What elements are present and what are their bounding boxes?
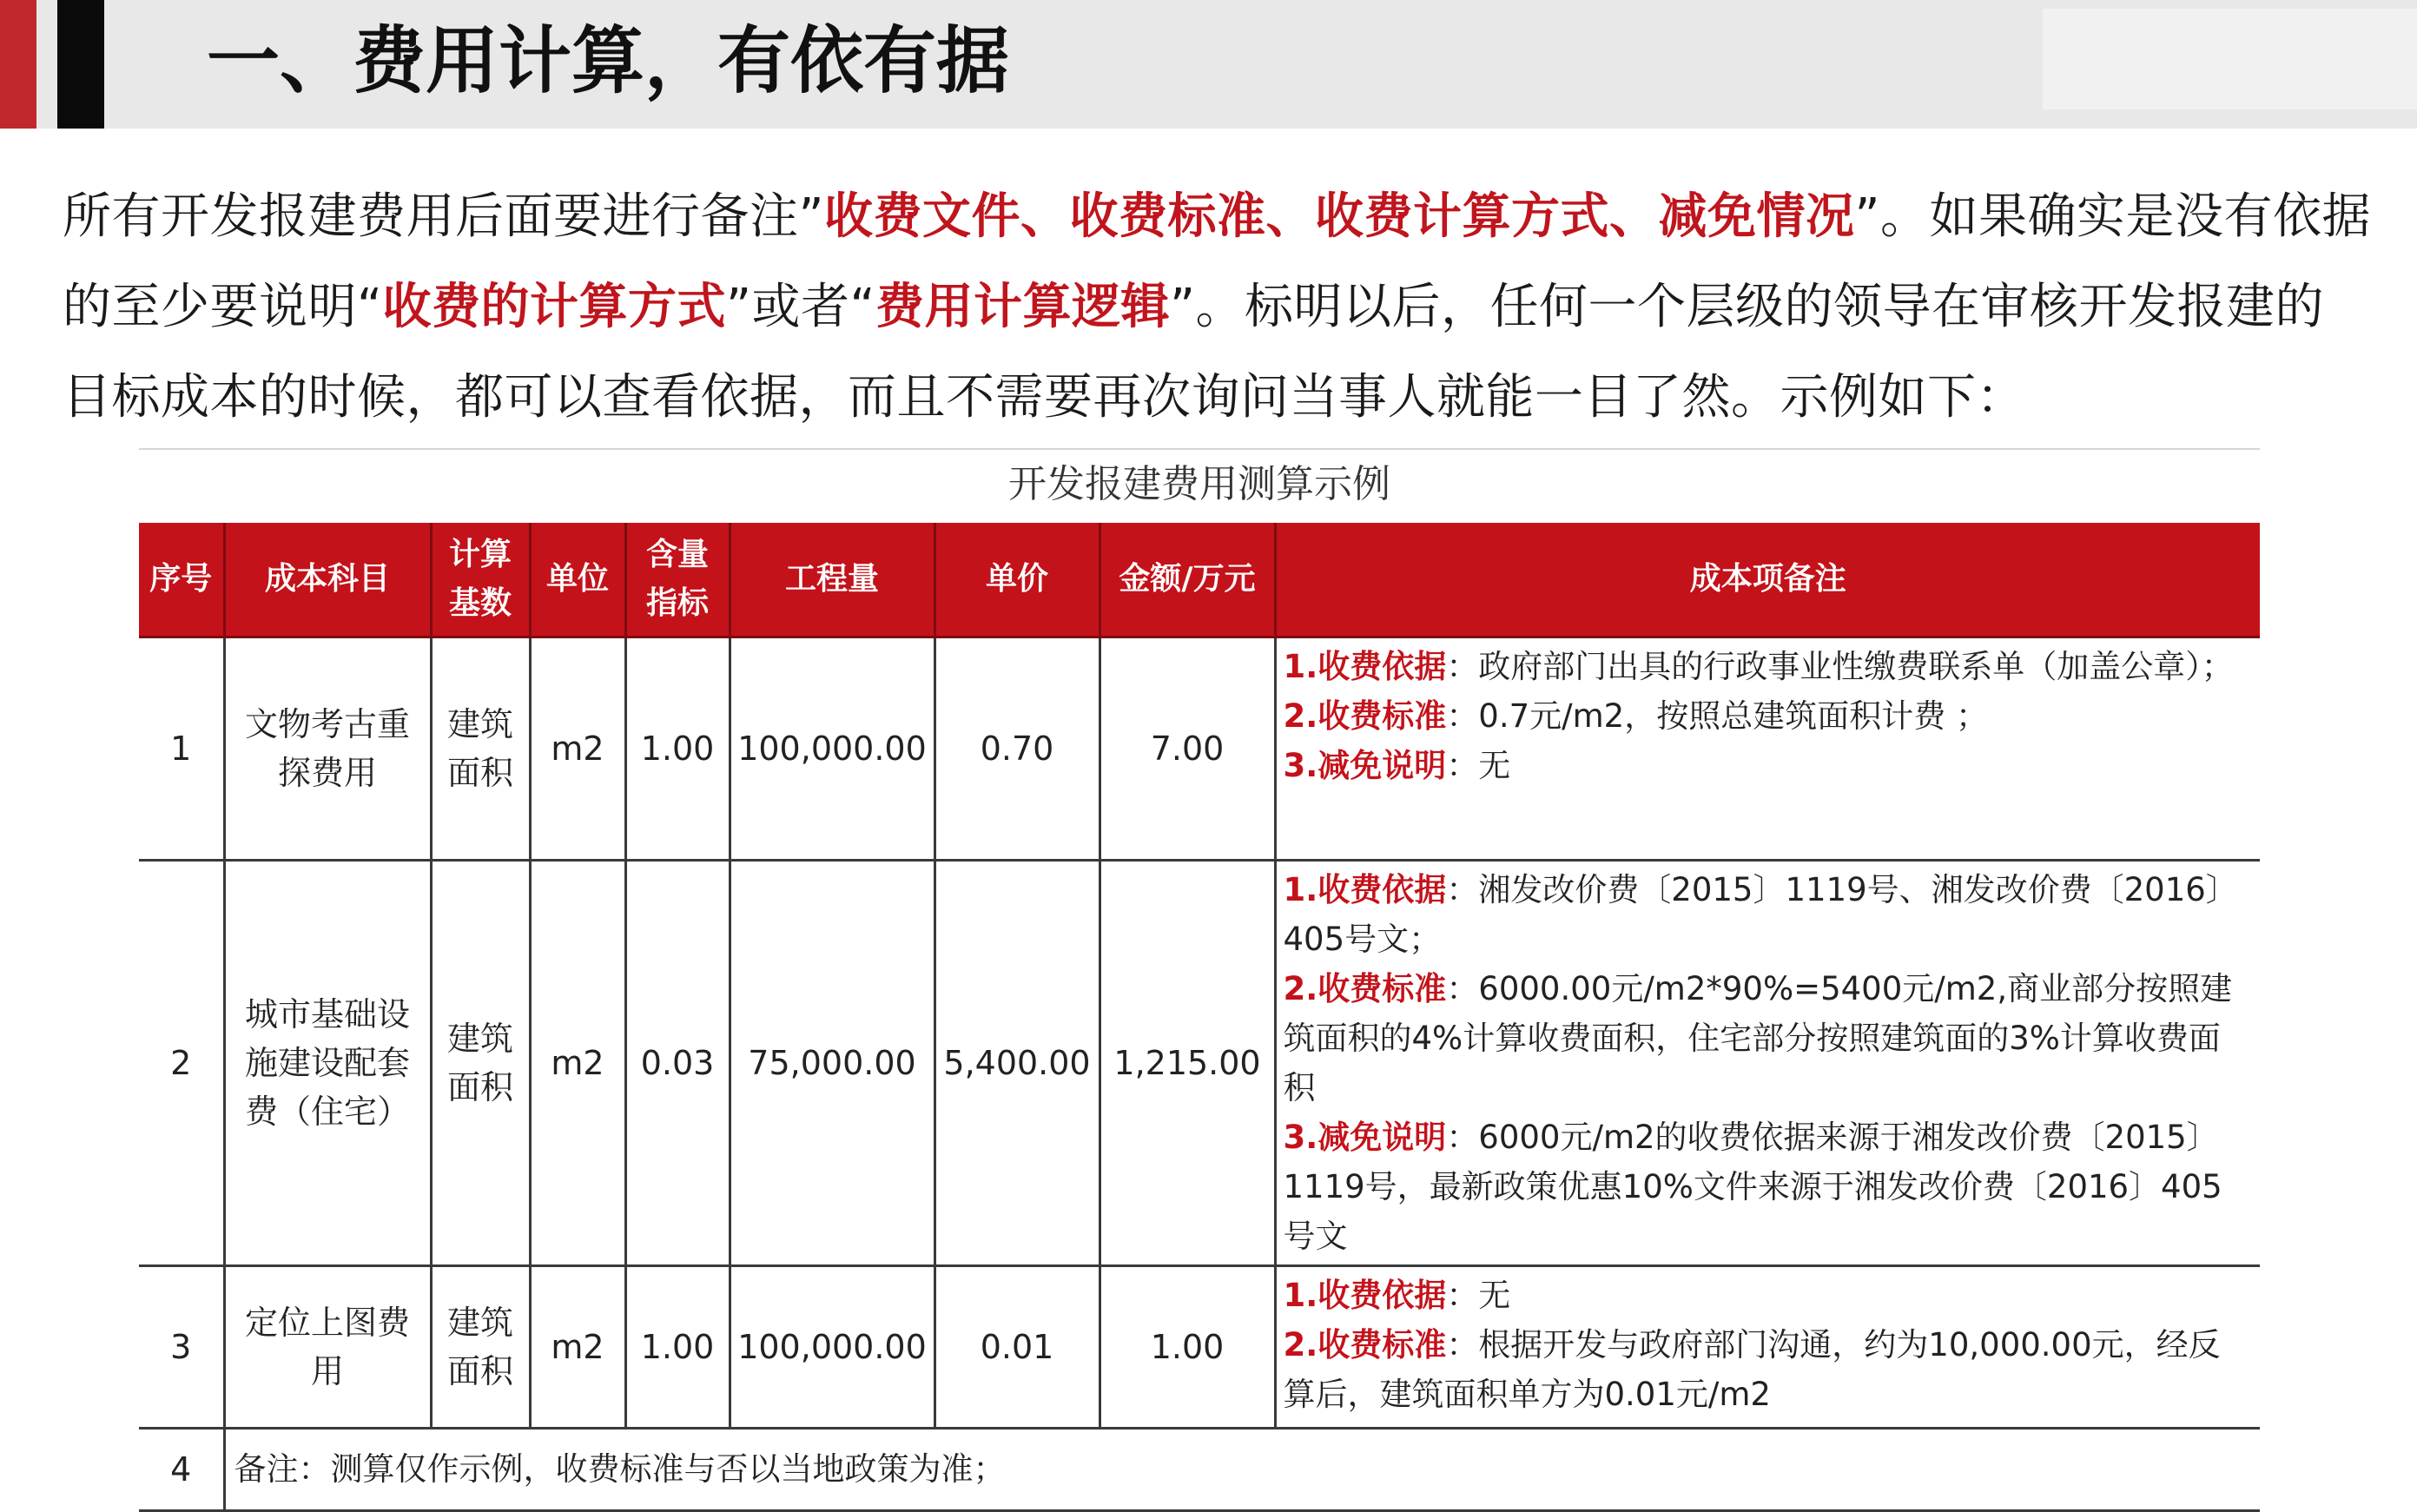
- remark-cell: 备注：测算仅作示例，收费标准与否以当地政策为准；: [224, 1429, 2260, 1511]
- cell-index: 0.03: [625, 861, 730, 1266]
- table-row: [139, 861, 2260, 1266]
- header-cell-unit: 单位: [530, 523, 625, 637]
- cell-base: 建筑面积: [431, 861, 530, 1266]
- note-label: 2.收费标准: [1283, 970, 1447, 1007]
- cell-amount: 7.00: [1100, 637, 1275, 861]
- intro-segment: ”。如果确实是没有依据的至少要说明“: [63, 188, 2372, 335]
- cell-quantity: 75,000.00: [730, 861, 934, 1266]
- cell-notes: [1275, 637, 2260, 861]
- cell-item: 文物考古重探费用: [224, 637, 431, 861]
- cell-amount: 1,215.00: [1100, 861, 1275, 1266]
- cell-unit: m2: [530, 861, 625, 1266]
- header-decor-box: [2043, 9, 2417, 109]
- cost-table: [139, 523, 2260, 1512]
- note-label: 2.收费标准: [1283, 697, 1447, 735]
- cell-item: 城市基础设施建设配套费（住宅）: [224, 861, 431, 1266]
- cell-notes: [1275, 861, 2260, 1266]
- note-line: [1284, 642, 2252, 691]
- note-label: 3.减免说明: [1283, 747, 1447, 784]
- note-text: ：6000.00元/m2*90%=5400元/m2,商业部分按照建筑面积的4%计算收费面积，住宅部分按照建筑面的3%计算收费面积: [1283, 970, 2233, 1106]
- note-text: ：政府部门出具的行政事业性缴费联系单（加盖公章）；: [1446, 648, 2234, 685]
- header-cell-quantity: 工程量: [730, 523, 934, 637]
- header-accent-black-bar: [57, 0, 104, 129]
- note-line: [1284, 741, 2252, 790]
- table-header-row: [139, 523, 2260, 637]
- cell-price: 0.70: [934, 637, 1100, 861]
- note-line: [1284, 1113, 2252, 1261]
- cell-price: 0.01: [934, 1266, 1100, 1429]
- table-remark-row: [139, 1429, 2260, 1511]
- cell-no: 2: [139, 861, 224, 1266]
- note-label: 1.收费依据: [1283, 871, 1447, 908]
- header-cell-index: 含量指标: [625, 523, 730, 637]
- page-title: 一、费用计算，有依有据: [207, 18, 1010, 103]
- header-cell-no: 序号: [139, 523, 224, 637]
- note-text: ：0.7元/m2，按照总建筑面积计费 ；: [1446, 697, 1988, 735]
- intro-segment: 所有开发报建费用后面要进行备注”: [63, 188, 825, 245]
- cell-index: 1.00: [625, 1266, 730, 1429]
- intro-highlight: 收费文件、收费标准、收费计算方式、减免情况: [824, 188, 1855, 245]
- cell-notes: [1275, 1266, 2260, 1429]
- cell-price: 5,400.00: [934, 861, 1100, 1266]
- cell-amount: 1.00: [1100, 1266, 1275, 1429]
- cell-base: 建筑面积: [431, 1266, 530, 1429]
- header-cell-amount: 金额/万元: [1100, 523, 1275, 637]
- intro-segment: ”或者“: [726, 279, 876, 335]
- note-text: ：无: [1446, 747, 1511, 784]
- table-row: [139, 637, 2260, 861]
- note-text: ：根据开发与政府部门沟通，约为10,000.00元，经反算后，建筑面积单方为0.01元/m2: [1283, 1326, 2221, 1413]
- note-text: ：6000元/m2的收费依据来源于湘发改价费〔2015〕1119号，最新政策优惠10%文件来源于湘发改价费〔2016〕405号文: [1283, 1119, 2222, 1255]
- intro-highlight: 收费的计算方式: [382, 279, 727, 335]
- intro-highlight: 费用计算逻辑: [875, 279, 1171, 335]
- table-caption: 开发报建费用测算示例: [139, 448, 2260, 519]
- intro-paragraph: [63, 172, 2373, 443]
- header-cell-notes: 成本项备注: [1275, 523, 2260, 637]
- note-line: [1284, 964, 2252, 1113]
- table-row: [139, 1266, 2260, 1429]
- note-label: 1.收费依据: [1283, 648, 1447, 685]
- note-label: 1.收费依据: [1283, 1277, 1447, 1314]
- header-cell-item: 成本科目: [224, 523, 431, 637]
- note-line: [1284, 1271, 2252, 1320]
- header-cell-price: 单价: [934, 523, 1100, 637]
- note-label: 2.收费标准: [1283, 1326, 1447, 1363]
- cell-quantity: 100,000.00: [730, 1266, 934, 1429]
- cell-no: 4: [139, 1429, 224, 1511]
- intro-segment: ”。标明以后，任何一个层级的领导在审核开发报建的目标成本的时候，都可以查看依据，而且不需要再次询问当事人就能一目了然。示例如下：: [63, 279, 2325, 426]
- header-accent-red-bar: [0, 0, 36, 129]
- cell-base: 建筑面积: [431, 637, 530, 861]
- cell-no: 3: [139, 1266, 224, 1429]
- cell-quantity: 100,000.00: [730, 637, 934, 861]
- cell-unit: m2: [530, 637, 625, 861]
- note-label: 3.减免说明: [1283, 1119, 1447, 1156]
- cell-item: 定位上图费用: [224, 1266, 431, 1429]
- cell-index: 1.00: [625, 637, 730, 861]
- header-cell-base: 计算基数: [431, 523, 530, 637]
- note-text: ：无: [1446, 1277, 1511, 1314]
- note-line: [1284, 865, 2252, 964]
- cell-no: 1: [139, 637, 224, 861]
- note-line: [1284, 1320, 2252, 1419]
- note-text: ：湘发改价费〔2015〕1119号、湘发改价费〔2016〕405号文；: [1283, 871, 2238, 958]
- note-line: [1284, 691, 2252, 741]
- cell-unit: m2: [530, 1266, 625, 1429]
